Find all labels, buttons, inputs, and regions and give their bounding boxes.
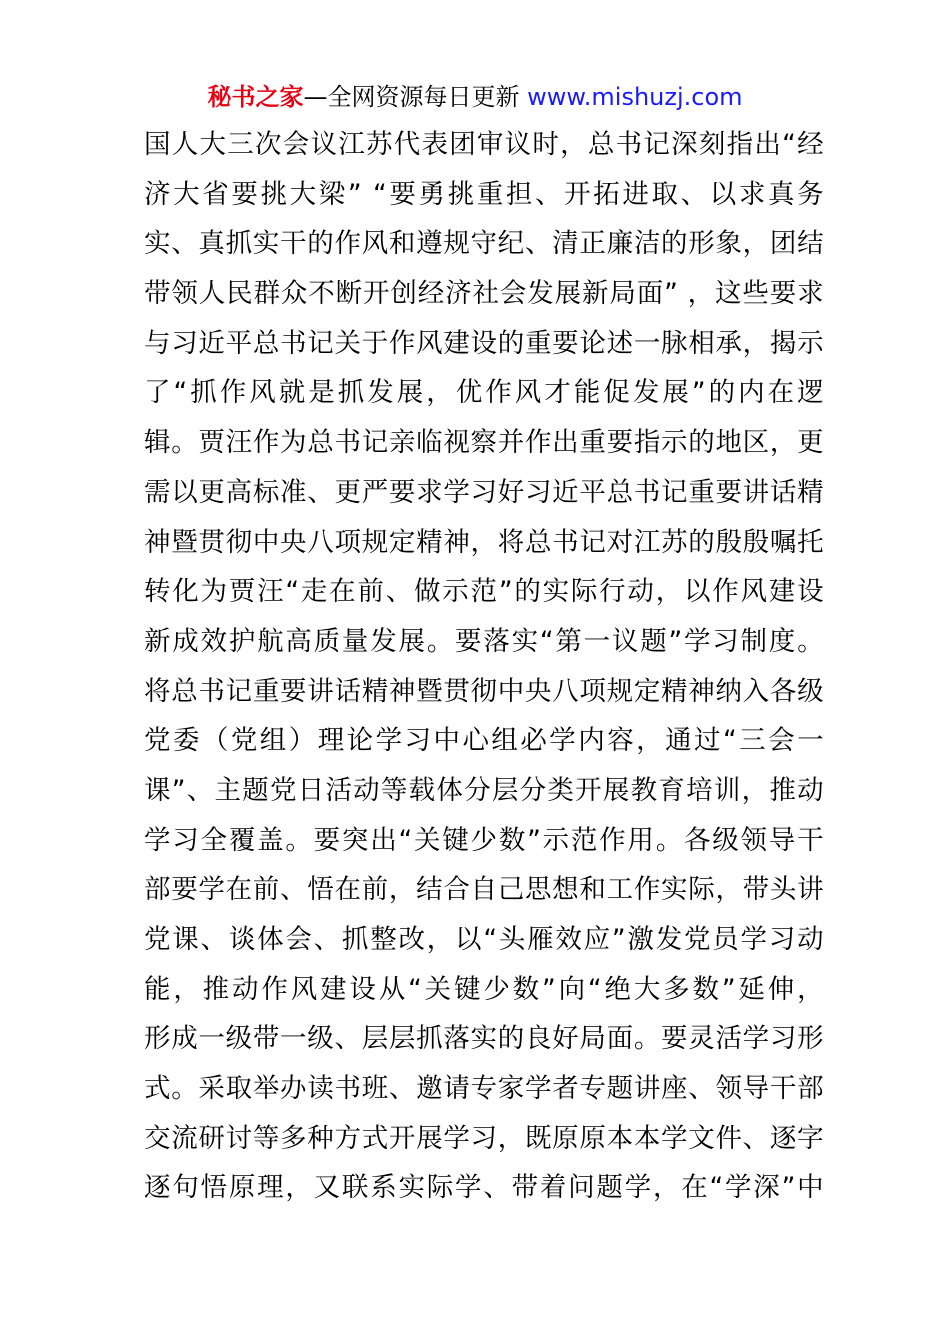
text-line: 部要学在前、悟在前，结合自己思想和工作实际，带头讲 bbox=[144, 874, 824, 906]
text-line: 带领人民群众不断开创经济社会发展新局面” ，这些要求 bbox=[144, 278, 824, 310]
text-line: 学习全覆盖。要突出“关键少数”示范作用。各级领导干 bbox=[144, 824, 824, 856]
text-line: 式。采取举办读书班、邀请专家学者专题讲座、领导干部 bbox=[144, 1073, 824, 1105]
text-line: 党课、谈体会、抓整改，以“头雁效应”激发党员学习动 bbox=[144, 924, 824, 955]
text-line: 新成效护航高质量发展。要落实“第一议题”学习制度。 bbox=[144, 625, 824, 657]
text-line: 与习近平总书记关于作风建设的重要论述一脉相承，揭示 bbox=[144, 327, 824, 359]
text-line: 需以更高标准、更严要求学习好习近平总书记重要讲话精 bbox=[144, 476, 824, 508]
text-line: 辑。贾汪作为总书记亲临视察并作出重要指示的地区，更 bbox=[144, 427, 824, 459]
text-line: 逐句悟原理，又联系实际学、带着问题学，在“学深”中 bbox=[144, 1172, 824, 1204]
text-line: 神暨贯彻中央八项规定精神，将总书记对江苏的殷殷嘱托 bbox=[144, 526, 824, 558]
text-line: 转化为贾汪“走在前、做示范”的实际行动，以作风建设 bbox=[144, 576, 824, 608]
text-line: 形成一级带一级、层层抓落实的良好局面。要灵活学习形 bbox=[144, 1023, 824, 1055]
text-line: 国人大三次会议江苏代表团审议时，总书记深刻指出“经 bbox=[144, 129, 824, 160]
text-line: 交流研讨等多种方式开展学习，既原原本本学文件、逐字 bbox=[144, 1122, 824, 1154]
site-tagline: —全网资源每日更新 bbox=[303, 83, 528, 111]
text-line: 了“抓作风就是抓发展，优作风才能促发展”的内在逻 bbox=[144, 377, 824, 409]
text-line: 将总书记重要讲话精神暨贯彻中央八项规定精神纳入各级 bbox=[144, 675, 824, 707]
text-line: 济大省要挑大梁” “要勇挑重担、开拓进取、以求真务 bbox=[144, 178, 824, 210]
text-line: 党委（党组）理论学习中心组必学内容，通过“三会一 bbox=[144, 725, 824, 757]
page-header bbox=[0, 80, 950, 114]
text-line: 课”、主题党日活动等载体分层分类开展教育培训，推动 bbox=[144, 774, 824, 806]
text-line: 能，推动作风建设从“关键少数”向“绝大多数”延伸， bbox=[144, 973, 824, 1005]
text-line: 实、真抓实干的作风和遵规守纪、清正廉洁的形象，团结 bbox=[144, 228, 824, 260]
site-brand: 秘书之家 bbox=[207, 83, 304, 111]
site-url[interactable]: www.mishuzj.com bbox=[527, 83, 743, 111]
document-body bbox=[144, 120, 824, 1213]
